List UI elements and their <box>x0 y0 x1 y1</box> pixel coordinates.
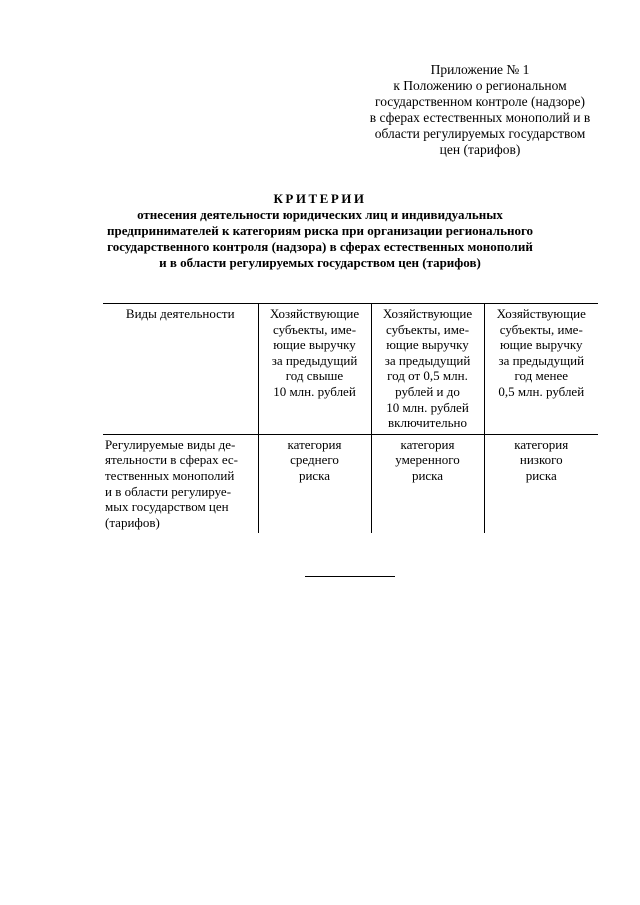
header-line: включительно <box>388 415 467 431</box>
subtitle-line: и в области регулируемых государством цен (тарифов) <box>159 255 481 270</box>
header-line: за предыдущий <box>498 352 585 368</box>
table-row <box>103 434 598 533</box>
appendix-line: в сферах естественных монополий и в <box>369 110 591 125</box>
header-line: ющие выручку <box>273 337 356 353</box>
header-revenue-0-5m-to-10m <box>371 304 484 435</box>
header-line: ющие выручку <box>499 337 583 353</box>
header-revenue-under-0-5m <box>484 304 598 435</box>
appendix-line: к Положению о региональном <box>393 78 567 93</box>
header-line: субъекты, име- <box>385 321 470 337</box>
cell-line: тественных монополий <box>105 467 235 483</box>
subtitle-line: государственного контроля (надзора) в сферах естественных монополий <box>107 239 533 254</box>
header-line: субъекты, име- <box>499 321 583 337</box>
cell-line: среднего <box>290 452 339 468</box>
document-subtitle <box>80 207 560 271</box>
header-line: год менее <box>514 368 568 384</box>
header-line: за предыдущий <box>271 352 358 368</box>
header-line: год от 0,5 млн. <box>387 368 468 384</box>
subtitle-line: предпринимателей к категориям риска при организации регионального <box>106 223 534 238</box>
cell-line: Регулируемые виды де- <box>105 436 236 452</box>
cell-line: низкого <box>519 452 563 468</box>
appendix-line: цен (тарифов) <box>439 142 521 157</box>
header-line: ющие выручку <box>386 337 469 353</box>
cell-line: категория <box>514 436 569 452</box>
cell-activity <box>103 434 258 533</box>
cell-line: категория <box>287 436 342 452</box>
cell-line: риска <box>525 467 557 483</box>
header-line: Хозяйствующие <box>496 306 586 321</box>
cell-line: риска <box>411 467 444 483</box>
subtitle-line: отнесения деятельности юридических лиц и индивидуальных <box>137 207 503 222</box>
appendix-header <box>360 62 600 158</box>
cell-risk-medium <box>258 434 371 533</box>
cell-line: и в области регулируе- <box>105 483 232 499</box>
criteria-table <box>103 303 598 533</box>
end-divider <box>305 576 395 577</box>
cell-risk-low <box>484 434 598 533</box>
cell-line: (тарифов) <box>105 514 160 530</box>
header-line: год свыше <box>285 368 344 384</box>
header-line: за предыдущий <box>384 352 471 368</box>
table-header-row <box>103 304 598 435</box>
header-line: Виды деятельности <box>125 306 235 321</box>
appendix-line: Приложение № 1 <box>430 62 530 77</box>
cell-line: умеренного <box>395 452 460 468</box>
header-activity-types <box>103 304 258 435</box>
document-title: КРИТЕРИИ <box>273 191 367 206</box>
header-line: 10 млн. рублей <box>273 383 356 399</box>
header-line: 10 млн. рублей <box>386 399 469 415</box>
cell-line: мых государством цен <box>105 499 229 515</box>
cell-line: ятельности в сферах ес- <box>105 452 239 468</box>
appendix-line: государственном контроле (надзоре) <box>375 94 585 109</box>
cell-line: риска <box>298 467 331 483</box>
header-revenue-over-10m <box>258 304 371 435</box>
header-line: субъекты, име- <box>272 321 357 337</box>
header-line: рублей и до <box>395 383 460 399</box>
header-line: Хозяйствующие <box>269 306 360 321</box>
cell-line: категория <box>400 436 455 452</box>
header-line: 0,5 млн. рублей <box>498 383 585 399</box>
header-line: Хозяйствующие <box>382 306 473 321</box>
cell-risk-moderate <box>371 434 484 533</box>
appendix-line: области регулируемых государством <box>374 126 586 141</box>
